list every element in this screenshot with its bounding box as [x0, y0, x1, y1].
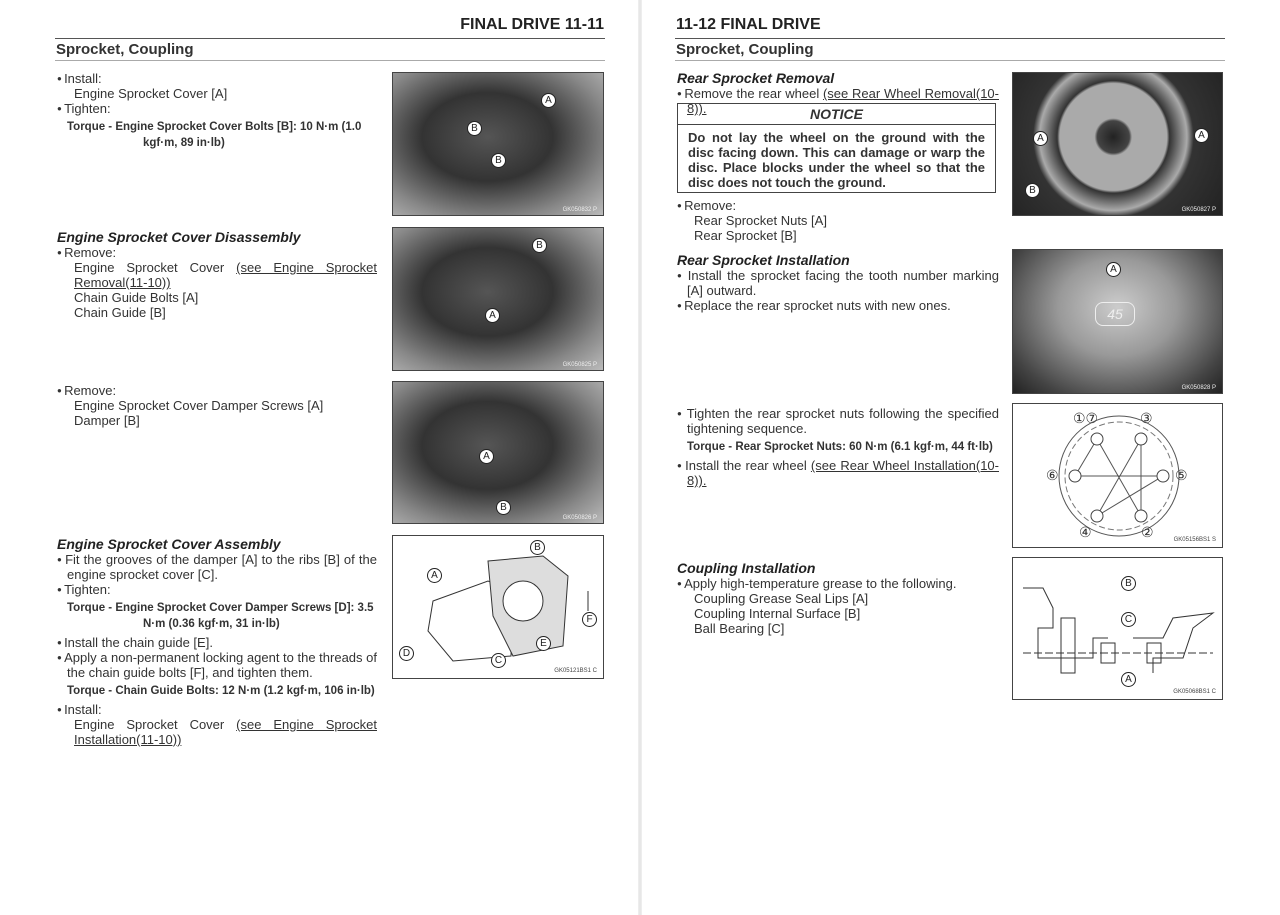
sequence-label: ⑥ — [1046, 467, 1059, 483]
list-item: Rear Sprocket [B] — [694, 228, 797, 243]
item-text: Install the rear wheel — [685, 458, 811, 473]
figure-code: GK05068BS1 C — [1173, 689, 1216, 695]
subsection-title: Rear Sprocket Removal — [677, 70, 835, 86]
list-item: Chain Guide [B] — [74, 305, 166, 320]
callout: A — [485, 308, 500, 323]
callout: A — [1033, 131, 1048, 146]
bullet-item: ● Tighten the rear sprocket nuts following the specified tightening sequence. — [677, 406, 999, 436]
list-item — [57, 717, 377, 747]
bullet-item: ● Install: — [57, 702, 377, 717]
callout: B — [467, 121, 482, 136]
bullet-item: ● Install the chain guide [E]. — [57, 635, 377, 650]
subsection-title: Coupling Installation — [677, 560, 816, 576]
header-rule — [675, 38, 1225, 39]
link-engine-sprocket-removal[interactable]: (see Engine Sprocket Removal(11-10)) — [74, 260, 377, 290]
bullet-remove: ● Remove: — [57, 245, 377, 260]
bullet-remove: ● Remove: — [677, 198, 999, 213]
figure-damper-photo — [392, 381, 604, 524]
callout: B — [491, 153, 506, 168]
callout: C — [1121, 612, 1136, 627]
page-gutter — [638, 0, 642, 915]
section-rule — [55, 60, 605, 61]
list-item: Rear Sprocket Nuts [A] — [694, 213, 827, 228]
callout: E — [536, 636, 551, 651]
torque-spec: Torque - Engine Sprocket Cover Damper Screws [D]: 3.5 N·m (0.36 kgf·m, 31 in·lb) — [67, 602, 374, 630]
figure-code: GK050826 P — [562, 515, 597, 521]
bullet-install: ● Install: — [57, 71, 377, 86]
figure-code: GK050825 P — [562, 362, 597, 368]
figure-code: GK050827 P — [1181, 207, 1216, 213]
subsection-title: Rear Sprocket Installation — [677, 252, 850, 268]
item-text: Engine Sprocket Cover — [74, 260, 237, 275]
figure-code: GK050832 P — [562, 207, 597, 213]
list-item — [57, 260, 377, 290]
torque-spec: Torque - Rear Sprocket Nuts: 60 N·m (6.1 kgf·m, 44 ft·lb) — [687, 441, 993, 453]
header-rule — [55, 38, 605, 39]
page-header: 11-12 FINAL DRIVE — [676, 16, 821, 33]
callout: D — [399, 646, 414, 661]
torque-spec: Torque - Engine Sprocket Cover Bolts [B]: 10 N·m (1.0 kgf·m, 89 in·lb) — [67, 121, 362, 149]
section-title: Sprocket, Coupling — [56, 41, 194, 58]
callout: B — [1121, 576, 1136, 591]
notice-box — [677, 103, 996, 193]
callout: A — [1106, 262, 1121, 277]
sequence-label: ③ — [1140, 410, 1153, 426]
section-rule — [675, 60, 1225, 61]
callout: A — [541, 93, 556, 108]
bullet-item: ● Install the sprocket facing the tooth number marking [A] outward. — [677, 268, 999, 298]
list-item: Ball Bearing [C] — [694, 621, 785, 636]
torque-spec: Torque - Chain Guide Bolts: 12 N·m (1.2 kgf·m, 106 in·lb) — [67, 685, 375, 697]
sequence-label: ①⑦ — [1073, 410, 1099, 426]
sequence-label: ② — [1141, 524, 1154, 540]
bullet-item: ● Replace the rear sprocket nuts with new ones. — [677, 298, 999, 313]
callout: A — [479, 449, 494, 464]
callout: B — [530, 540, 545, 555]
list-item: Damper [B] — [74, 413, 140, 428]
callout: B — [496, 500, 511, 515]
bullet-item: ● Tighten: — [57, 582, 377, 597]
figure-rear-sprocket-photo — [1012, 72, 1223, 216]
list-item: Coupling Internal Surface [B] — [694, 606, 861, 621]
sequence-label: ④ — [1079, 524, 1092, 540]
list-item: Chain Guide Bolts [A] — [74, 290, 199, 305]
bullet-item: ● Fit the grooves of the damper [A] to the ribs [B] of the engine sprocket cover [C]. — [57, 552, 377, 582]
subsection-title: Engine Sprocket Cover Assembly — [57, 536, 281, 552]
figure-code: GK050828 P — [1181, 385, 1216, 391]
figure-tightening-sequence-diagram — [1012, 403, 1223, 548]
figure-sprocket-cover-photo — [392, 72, 604, 216]
callout: A — [1194, 128, 1209, 143]
list-item: Engine Sprocket Cover Damper Screws [A] — [74, 398, 324, 413]
bullet-remove: ● Remove: — [57, 383, 377, 398]
tooth-number-marking: 45 — [1095, 302, 1135, 326]
coupling-drawing — [1013, 558, 1223, 700]
link-engine-sprocket-installation[interactable]: (see Engine Sprocket Installation(11-10)) — [74, 717, 377, 747]
bullet-tighten: ● Tighten: — [57, 101, 377, 116]
callout: B — [532, 238, 547, 253]
link-rear-wheel-removal[interactable]: (see Rear Wheel Removal(10-8)). — [687, 86, 999, 116]
bullet-item: ● Apply high-temperature grease to the following. — [677, 576, 999, 591]
page-header: FINAL DRIVE 11-11 — [460, 16, 604, 33]
list-item: Coupling Grease Seal Lips [A] — [694, 591, 869, 606]
bullet-item: ● Apply a non-permanent locking agent to the threads of the chain guide bolts [F], and tighten them. — [57, 650, 377, 680]
figure-cover-chain-guide-photo — [392, 227, 604, 371]
callout: A — [427, 568, 442, 583]
figure-code: GK05156BS1 S — [1173, 537, 1216, 543]
item-text: Remove the rear wheel — [684, 86, 823, 101]
list-item: Engine Sprocket Cover [A] — [74, 86, 228, 101]
bullet-item — [677, 458, 999, 488]
notice-title: NOTICE — [678, 104, 995, 125]
figure-coupling-diagram — [1012, 557, 1223, 700]
figure-tooth-marking-photo — [1012, 249, 1223, 394]
callout: F — [582, 612, 597, 627]
figure-cover-assembly-diagram — [392, 535, 604, 679]
notice-body: Do not lay the wheel on the ground with the disc facing down. This can damage or warp the disc. Place blocks under the wheel so that the disc does not touch the ground. — [688, 130, 985, 190]
link-rear-wheel-installation[interactable]: (see Rear Wheel Installation(10-8)). — [687, 458, 999, 488]
sequence-drawing — [1013, 404, 1223, 548]
item-text: Engine Sprocket Cover — [74, 717, 237, 732]
figure-code: GK05121BS1 C — [554, 668, 597, 674]
callout: B — [1025, 183, 1040, 198]
section-title: Sprocket, Coupling — [676, 41, 814, 58]
callout: A — [1121, 672, 1136, 687]
sequence-label: ⑤ — [1175, 467, 1188, 483]
callout: C — [491, 653, 506, 668]
subsection-title: Engine Sprocket Cover Disassembly — [57, 229, 301, 245]
